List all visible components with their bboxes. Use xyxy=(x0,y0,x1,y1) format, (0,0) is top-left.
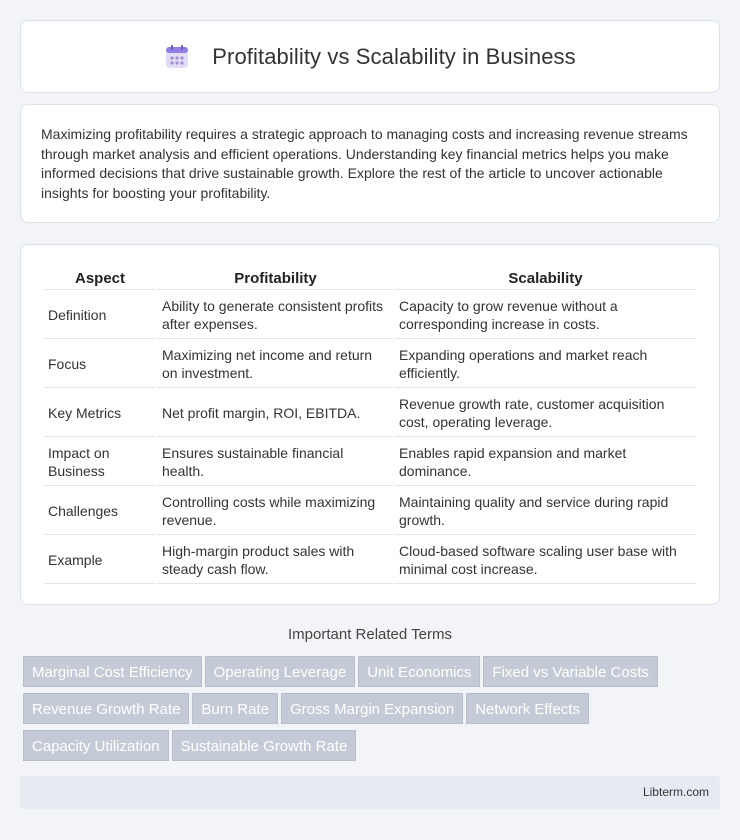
related-term-tag[interactable]: Network Effects xyxy=(466,693,589,724)
table-cell: Ensures sustainable financial health. xyxy=(158,439,393,486)
table-cell: High-margin product sales with steady cash flow. xyxy=(158,537,393,584)
intro-text: Maximizing profitability requires a strategic approach to managing costs and increasing revenue streams through market analysis and efficient operations. Understanding key financial metrics helps you make informed decisions that drive sustainable growth. Explore the rest of the article to uncover actionable insights for boosting your profitability. xyxy=(41,126,688,201)
header-scalability: Scalability xyxy=(395,265,696,290)
footer xyxy=(20,776,720,809)
related-term-tag[interactable]: Gross Margin Expansion xyxy=(281,693,463,724)
comparison-table-card xyxy=(20,244,720,605)
table-cell: Enables rapid expansion and market dominance. xyxy=(395,439,696,486)
table-cell: Focus xyxy=(44,341,156,388)
calendar-icon xyxy=(164,44,190,70)
table-cell: Controlling costs while maximizing revenue. xyxy=(158,488,393,535)
table-row xyxy=(44,439,696,486)
table-cell: Maximizing net income and return on investment. xyxy=(158,341,393,388)
intro-card xyxy=(20,104,720,223)
related-terms-list xyxy=(23,656,723,767)
table-row xyxy=(44,341,696,388)
table-row xyxy=(44,537,696,584)
related-term-tag[interactable]: Capacity Utilization xyxy=(23,730,169,761)
related-term-tag[interactable]: Fixed vs Variable Costs xyxy=(483,656,657,687)
table-row xyxy=(44,292,696,339)
related-terms-title: Important Related Terms xyxy=(288,626,452,643)
related-term-tag[interactable]: Burn Rate xyxy=(192,693,278,724)
table-cell: Key Metrics xyxy=(44,390,156,437)
header-card xyxy=(20,20,720,93)
table-cell: Expanding operations and market reach efficiently. xyxy=(395,341,696,388)
table-cell: Net profit margin, ROI, EBITDA. xyxy=(158,390,393,437)
page-title: Profitability vs Scalability in Business xyxy=(212,43,576,69)
related-term-tag[interactable]: Revenue Growth Rate xyxy=(23,693,189,724)
table-cell: Example xyxy=(44,537,156,584)
header-profitability: Profitability xyxy=(158,265,393,290)
table-cell: Ability to generate consistent profits after expenses. xyxy=(158,292,393,339)
related-term-tag[interactable]: Marginal Cost Efficiency xyxy=(23,656,202,687)
table-header-row xyxy=(44,265,696,290)
related-term-tag[interactable]: Operating Leverage xyxy=(205,656,356,687)
comparison-table xyxy=(42,263,698,586)
related-term-tag[interactable]: Unit Economics xyxy=(358,656,480,687)
related-term-tag[interactable]: Sustainable Growth Rate xyxy=(172,730,357,761)
table-row xyxy=(44,488,696,535)
table-cell: Maintaining quality and service during rapid growth. xyxy=(395,488,696,535)
table-cell: Cloud-based software scaling user base with minimal cost increase. xyxy=(395,537,696,584)
table-cell: Definition xyxy=(44,292,156,339)
table-cell: Impact on Business xyxy=(44,439,156,486)
footer-site-link[interactable]: Libterm.com xyxy=(642,785,709,799)
table-cell: Challenges xyxy=(44,488,156,535)
header-aspect: Aspect xyxy=(44,265,156,290)
table-row xyxy=(44,390,696,437)
table-cell: Revenue growth rate, customer acquisition cost, operating leverage. xyxy=(395,390,696,437)
table-cell: Capacity to grow revenue without a corresponding increase in costs. xyxy=(395,292,696,339)
